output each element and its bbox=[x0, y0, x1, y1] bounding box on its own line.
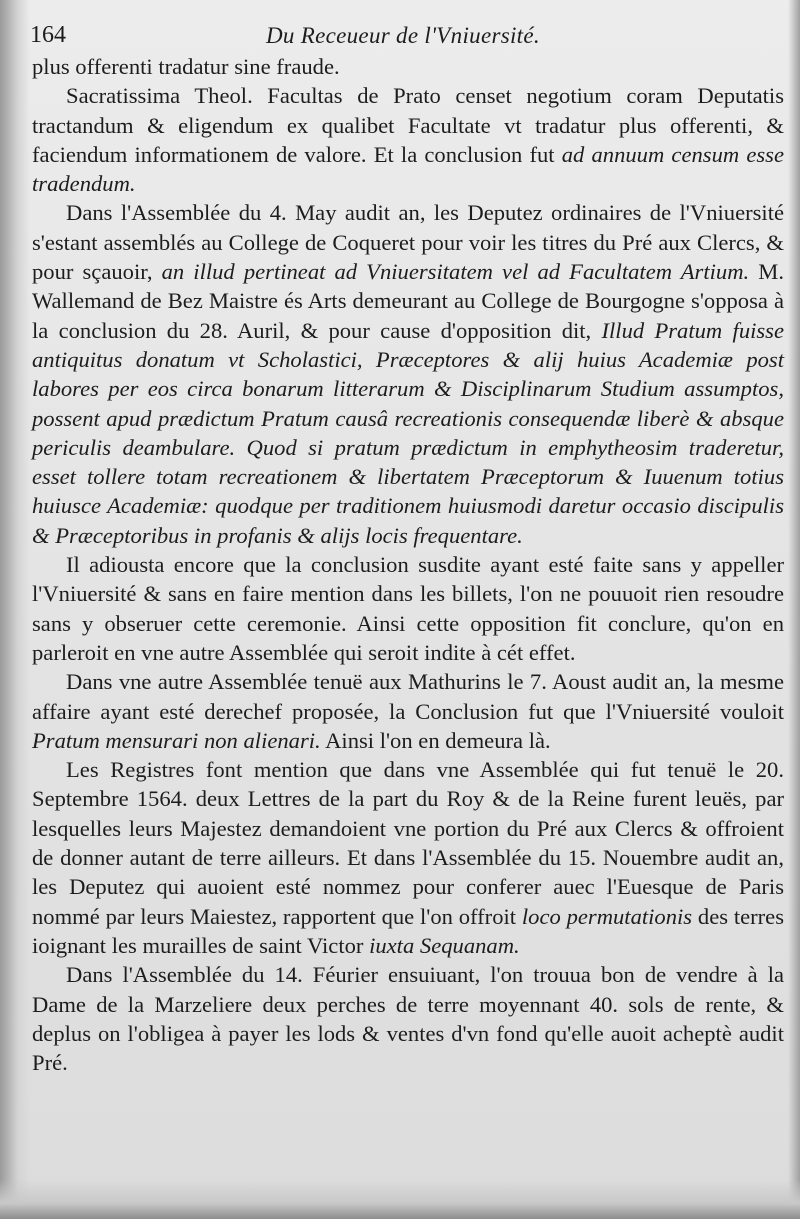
page-binding-shadow bbox=[0, 0, 30, 1219]
paragraph-text: Dans l'Assemblée du 4. May audit an, les Deputez ordinaires de l'Vniuersité s'estant assemblés au College de Coqueret pour voir les titres du Pré aux Clercs, & pour sçauoir, bbox=[32, 200, 784, 285]
paragraph bbox=[32, 667, 784, 755]
italic-latin-quote: loco permutationis bbox=[521, 903, 693, 929]
paragraph bbox=[32, 198, 784, 550]
body-text bbox=[32, 52, 784, 1077]
page-bottom-shadow bbox=[0, 1179, 800, 1219]
running-head: Du Receueur de l'Vniuersité. bbox=[266, 23, 540, 48]
paragraph-text: Dans l'Assemblée du 14. Féurier ensuiuant, l'on trouua bon de vendre à la Dame de la Marzeliere deux perches de terre moyennant 40. sols de rente, & deplus on l'obligea à payer les lods & ventes d'vn fond qu'elle auoit acheptè audit Pré. bbox=[32, 962, 784, 1076]
paragraph-text: Dans vne autre Assemblée tenuë aux Mathurins le 7. Aoust audit an, la mesme affaire ayant esté derechef proposée, la Conclusion fut que l'Vniuersité vouloit bbox=[32, 669, 784, 724]
paragraph bbox=[32, 550, 784, 667]
paragraph bbox=[32, 52, 784, 81]
paragraph-text: M. Wallemand de Bez Maistre és Arts demeurant au College de Bourgogne s'opposa à la conclusion du 28. Auril, & pour cause d'opposition dit, bbox=[32, 259, 785, 343]
paragraph-text: Il adiousta encore que la conclusion susdite ayant esté faite sans y appeller l'Vniuersité & sans en faire mention dans les billets, l'on ne pouuoit rien resoudre sans y obseruer cette ceremonie. Ainsi cette opposition fit conclure, qu'on en parleroit en vne autre Assemblée qui seroit indite à cét effet. bbox=[32, 552, 784, 665]
italic-latin-quote: Illud Pratum fuisse antiquitus donatum vt Scholastici, Præceptores & alij huius Academiæ post labores per eos circa bonarum litterarum & Disciplinarum Studium assumptos, possent apud prædictum Pratum causâ recreationis consequendæ liberè & absque periculis deambulare. Quod si pratum prædictum in emphytheosim traderetur, esset tollere totam recreationem & libertatem Præceptorum & Iuuenum totius huiusce Academiæ: quodque per traditionem huiusmodi daretur occasio discipulis & Præceptoribus in profanis & alijs locis frequentare. bbox=[32, 317, 785, 548]
italic-latin-quote: iuxta Sequanam. bbox=[369, 932, 520, 958]
paragraph bbox=[32, 81, 784, 198]
paragraph-text: Ainsi l'on en demeura là. bbox=[320, 727, 551, 753]
paragraph-text: Les Registres font mention que dans vne Assemblée qui fut tenuë le 20. Septembre 1564. deux Lettres de la part du Roy & de la Reine furent leuës, par lesquelles leurs Majestez demandoient vne portion du Pré aux Clercs & offroient de donner autant de terre ailleurs. Et dans l'Assemblée du 15. Nouembre audit an, les Deputez qui auoient esté nommez pour conferer auec l'Euesque de Paris nommé par leurs Maiestez, rapportent que l'on offroit bbox=[32, 757, 784, 929]
page-number: 164 bbox=[30, 22, 66, 48]
paragraph-text: des terres ioignant les murailles de saint Victor bbox=[32, 903, 785, 958]
paragraph bbox=[32, 755, 784, 960]
paragraph bbox=[32, 960, 784, 1077]
italic-latin-quote: an illud pertineat ad Vniuersitatem vel ad Facultatem Artium. bbox=[161, 259, 750, 285]
page-header bbox=[30, 22, 590, 56]
page-edge-shadow bbox=[788, 0, 800, 1219]
italic-latin-quote: Pratum mensurari non alienari. bbox=[32, 727, 321, 753]
italic-latin-quote: ad annuum censum esse tradendum. bbox=[32, 141, 784, 197]
paragraph-text: Sacratissima Theol. Facultas de Prato censet negotium coram Deputatis tractandum & eligendum ex qualibet Facultate vt tradatur plus offerenti, & faciendum informationem de valore. Et la conclusion fut bbox=[32, 83, 784, 167]
paragraph-text: plus offerenti tradatur sine fraude. bbox=[32, 54, 340, 79]
